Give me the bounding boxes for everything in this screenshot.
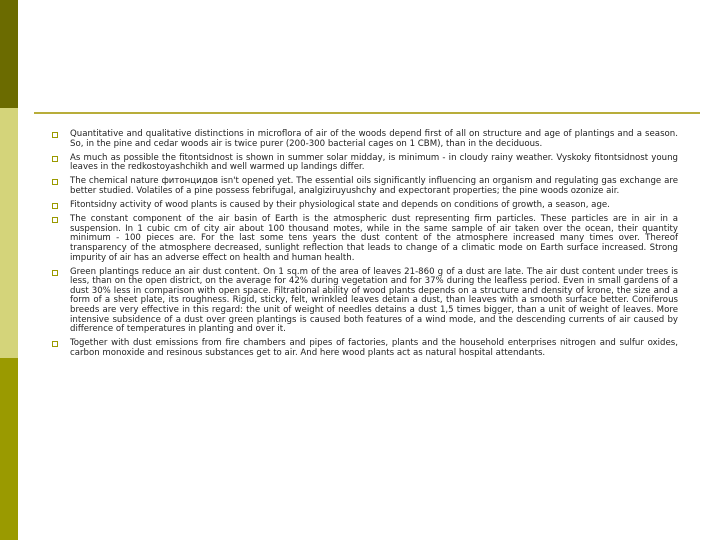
list-item <box>50 268 678 335</box>
sidebar-band-bottom <box>0 358 18 540</box>
hollow-square-icon <box>52 270 58 276</box>
paragraph-text: The constant component of the air basin of Earth is the atmospheric dust representing firm particles. These particles are in air in a suspension. In 1 cubic cm of city air about 100 thousand motes, while in the same sample of air taken over the ocean, their quantity minimum - 100 pieces are. For the last some tens years the dust content of the atmosphere increased many times over. Thereof transparency of the atmosphere decreased, sunlight reflection that leads to change of a climatic mode on Earth surface increased. Strong impurity of air has an adverse effect on health and human health. <box>70 214 678 263</box>
hollow-square-icon <box>52 179 58 185</box>
list-item <box>50 201 678 211</box>
paragraph-text: Green plantings reduce an air dust content. On 1 sq.m of the area of leaves 21-860 g of a dust are late. The air dust content under trees is less, than on the open district, on the average for 42% during vegetation and for 37% during the leafless period. Even in small gardens of a dust 30% less in comparison with open space. Filtrational ability of wood plants depends on a structure and density of krone, the size and a form of a sheet plate, its roughness. Rigid, sticky, felt, wrinkled leaves detain a dust, than leaves with a smooth surface better. Coniferous breeds are very effective in this regard: the unit of weight of needles detains a dust 1,5 times bigger, than a unit of weight of leaves. More intensive subsidence of a dust over green plantings is caused both features of a wind mode, and the descending currents of air caused by difference of temperatures in planting and over it. <box>70 266 678 335</box>
paragraph-text: Fitontsidny activity of wood plants is caused by their physiological state and depends on conditions of growth, a season, age. <box>70 200 610 211</box>
hollow-square-icon <box>52 341 58 347</box>
hollow-square-icon <box>52 132 58 138</box>
bullet-list <box>50 130 678 363</box>
list-item <box>50 154 678 173</box>
paragraph-text: Together with dust emissions from fire chambers and pipes of factories, plants and the household enterprises nitrogen and sulfur oxides, carbon monoxide and resinous substances get to air. And here wood plants act as natural hospital attendants. <box>70 338 678 358</box>
paragraph-text: As much as possible the fitontsidnost is shown in summer solar midday, is minimum - in cloudy rainy weather. Vyskoky fitontsidnost young leaves in the redkostoyashchikh and well warmed up landings differ. <box>70 152 678 173</box>
paragraph-text: The chemical nature фитонцидов isn't opened yet. The essential oils significantly influencing an organism and regulating gas exchange are better studied. Volatiles of a pine possess febrifugal, analgiziruyushchy and expectorant properties; the pine woods ozonize air. <box>70 176 678 196</box>
list-item <box>50 130 678 149</box>
sidebar-band-middle <box>0 108 18 358</box>
title-divider <box>34 112 700 114</box>
sidebar-band-top <box>0 0 18 108</box>
hollow-square-icon <box>52 203 58 209</box>
list-item <box>50 215 678 263</box>
hollow-square-icon <box>52 156 58 162</box>
hollow-square-icon <box>52 217 58 223</box>
list-item <box>50 177 678 196</box>
list-item <box>50 339 678 358</box>
paragraph-text: Quantitative and qualitative distinctions in microflora of air of the woods depend first of all on structure and age of plantings and a season. So, in the pine and cedar woods air is twice purer (200-300 bacterial cages on 1 CBM), than in the deciduous. <box>70 129 678 149</box>
